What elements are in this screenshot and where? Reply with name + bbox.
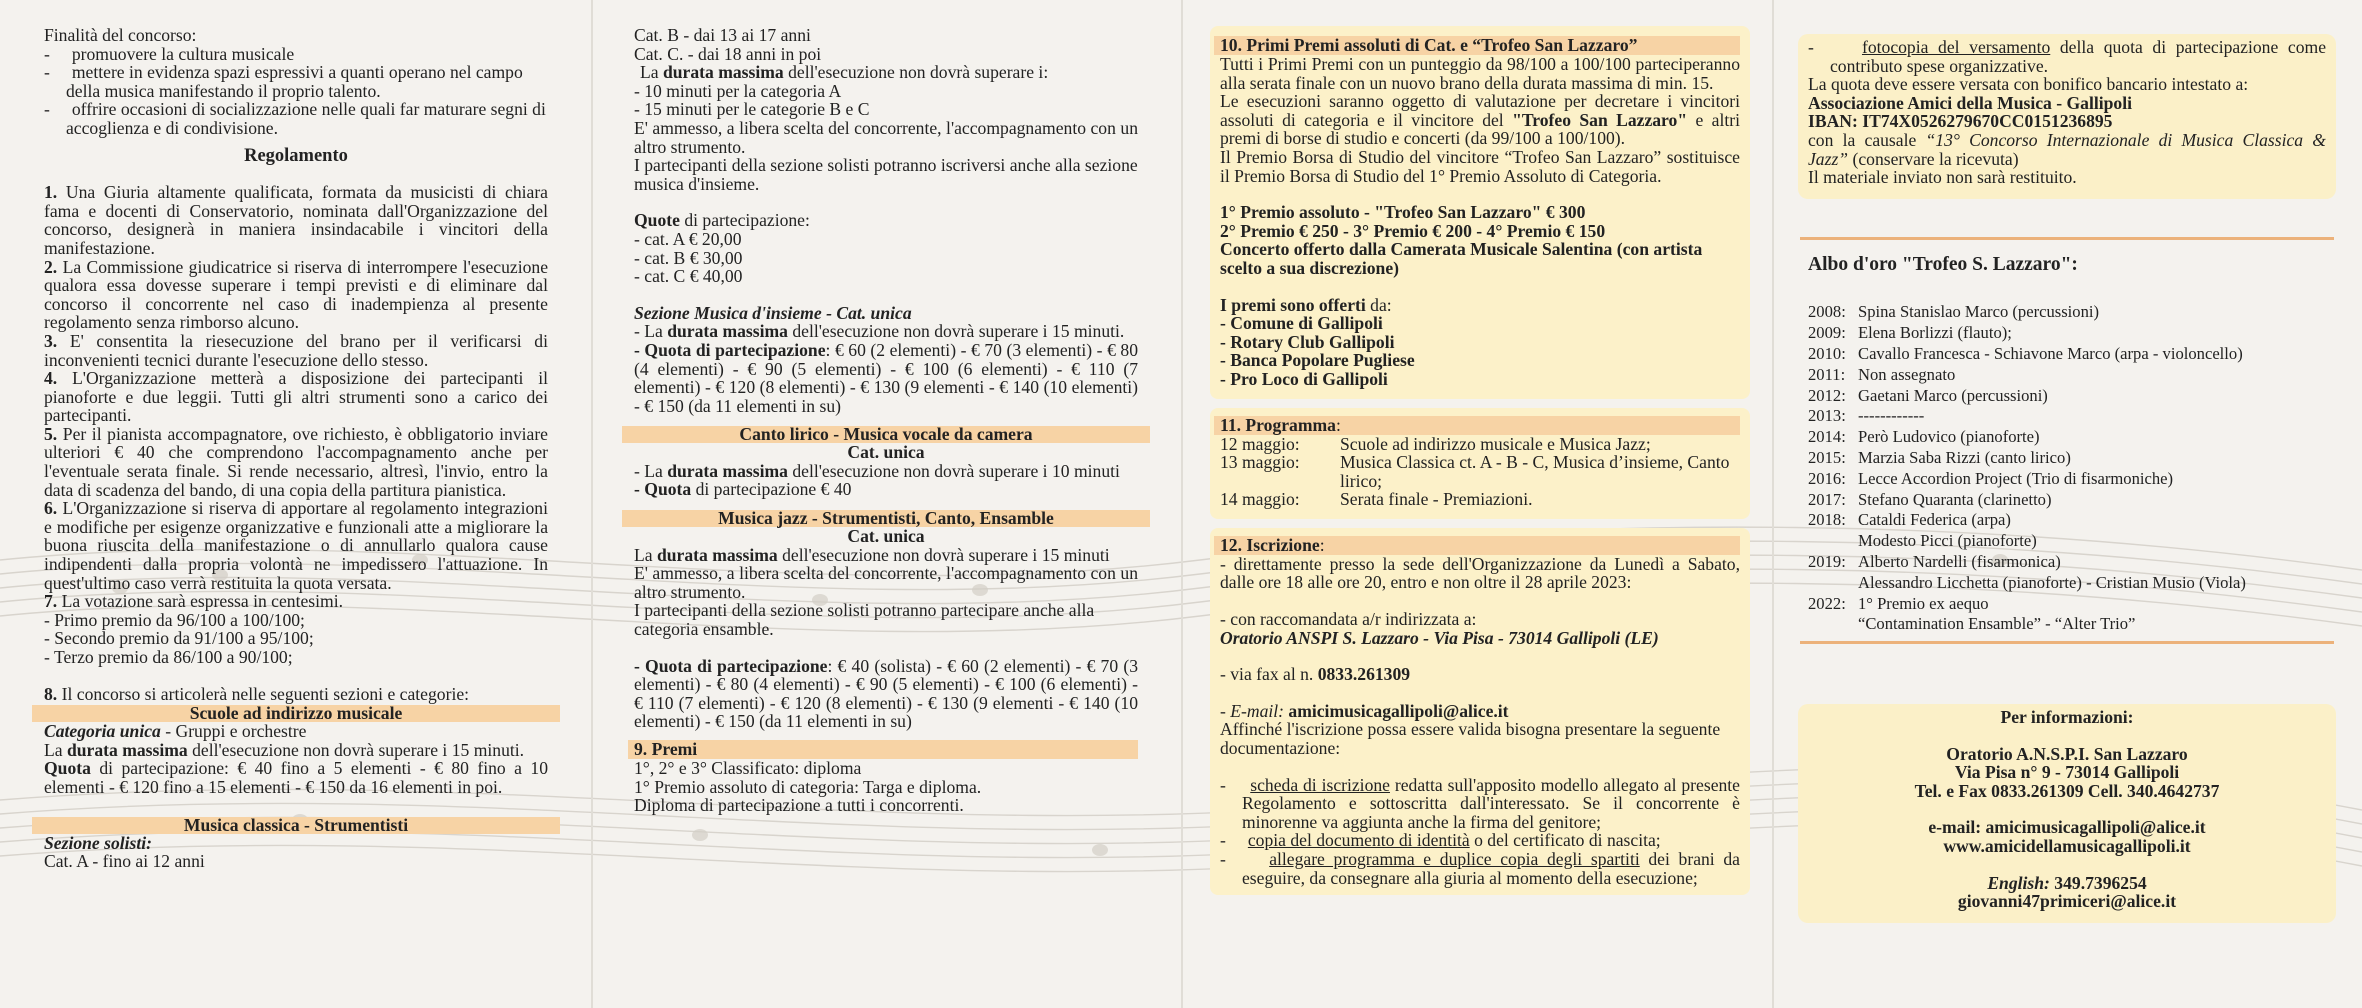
albo-list [1808, 302, 2326, 635]
programma-row: 14 maggio: Serata finale - Premiazioni. [1220, 489, 1533, 510]
albo-row [1808, 510, 2326, 531]
albo-row [1808, 448, 2326, 469]
albo-year: 2008: [1808, 302, 1846, 322]
beneficiary: Associazione Amici della Musica - Gallipoli [1808, 92, 2133, 113]
albo-winner: ------------ [1858, 406, 1925, 426]
iscrizione-address: Oratorio ANSPI S. Lazzaro - Via Pisa - 73014 Gallipoli (LE) [1220, 627, 1659, 648]
canto-durata: - La durata massima dell'esecuzione non dovrà superare i 10 minuti [634, 460, 1120, 481]
albo-winner: Elena Borlizzi (flauto); [1858, 323, 2012, 343]
iscrizione-docs-intro: Affinché l'iscrizione possa essere valida bisogna presentare la seguente documentazione: [1220, 719, 1721, 759]
rule-8: 8. Il concorso si articolerà nelle seguenti sezioni e categorie: [44, 683, 470, 704]
albo-year: 2013: [1808, 406, 1846, 426]
finalita-item: - promuovere la cultura musicale [44, 43, 295, 64]
programma-heading: 11. Programma: [1214, 416, 1740, 435]
albo-row [1808, 427, 2326, 448]
albo-row [1808, 614, 2326, 635]
sponsors-label: I premi sono offerti da: [1220, 294, 1392, 315]
materiale-note: Il materiale inviato non sarà restituito. [1808, 167, 2077, 188]
causale: con la causale “13° Concorso Internazionale di Musica Classica & Jazz” (conservare la ricevuta) [1808, 129, 2326, 169]
info-heading: Per informazioni: [2000, 707, 2134, 728]
trofeo-heading: 10. Primi Premi assoluti di Cat. e “Trofeo San Lazzaro” [1214, 36, 1740, 55]
versamento-box [1798, 34, 2336, 199]
cat-a: Cat. A - fino ai 12 anni [44, 851, 205, 872]
premi-box [1210, 26, 1750, 399]
albo-row [1808, 594, 2326, 615]
rule-1: 1. Una Giuria altamente qualificata, formata da musicisti di chiara fama e docenti di Conservatorio, nominata dall'Organizzazione del concorso, designerà in maniera insindacabile i vincitori della manifestazione. [44, 182, 548, 258]
jazz-durata: La durata massima dell'esecuzione non dovrà superare i 15 minuti [634, 544, 1110, 565]
regolamento-heading: Regolamento [244, 145, 348, 166]
premi-line: 1° Premio assoluto di categoria: Targa e diploma. [634, 776, 982, 797]
albo-winner: Marzia Saba Rizzi (canto lirico) [1858, 447, 2071, 467]
accompagnamento-note: E' ammesso, a libera scelta del concorrente, l'accompagnamento con un altro strumento. [634, 117, 1138, 157]
rule-2: 2. La Commissione giudicatrice si riserva di interrompere l'esecuzione qualora essa dovesse superare i tempi previsti e di eliminare dal concorso il concorrente nel caso di inadempienza al presente regolamento senza rimborso alcuno. [44, 256, 548, 333]
panel-albo-informazioni [1808, 34, 2326, 923]
cat-b: Cat. B - dai 13 ai 17 anni [634, 25, 811, 45]
albo-year: 2014: [1808, 427, 1846, 447]
albo-row [1808, 302, 2326, 323]
panel-regolamento [44, 26, 548, 871]
classica-durata: La durata massima dell'esecuzione non dovrà superare i: [640, 62, 1049, 83]
albo-winner: Non assegnato [1858, 364, 1956, 384]
quota-line: - cat. C € 40,00 [634, 266, 743, 287]
insieme-title: Sezione Musica d'insieme - Cat. unica [634, 302, 912, 323]
albo-winner: Modesto Picci (pianoforte) [1858, 531, 2037, 551]
albo-winner: Cavallo Francesca - Schiavone Marco (arpa - violoncello) [1858, 343, 2243, 363]
programma-row: 12 maggio: Scuole ad indirizzo musicale e Musica Jazz; [1220, 433, 1651, 454]
albo-year: 2012: [1808, 385, 1846, 405]
insieme-durata: - La durata massima dell'esecuzione non dovrà superare i 15 minuti. [634, 321, 1125, 342]
albo-year [1808, 531, 1858, 552]
albo-winner: 1° Premio ex aequo [1858, 593, 1989, 613]
solisti-insieme-note: I partecipanti della sezione solisti potranno iscriversi anche alla sezione musica d'insieme. [634, 155, 1138, 194]
info-website[interactable]: www.amicidellamusicagallipoli.it [1943, 836, 2191, 857]
solisti-label: Sezione solisti: [44, 832, 153, 853]
iscrizione-sede: - direttamente presso la sede dell'Organizzazione da Lunedì a Sabato, dalle ore 18 alle ore 20, entro e non oltre il 28 aprile 2023: [1220, 553, 1740, 593]
albo-year: 2018: [1808, 510, 1846, 530]
doc-item: - scheda di iscrizione redatta sull'apposito modello allegato al presente Regolamento e sottoscritta dall'interessato. Se il concorrente è minorenne va aggiunta anche la firma del genitore; [1220, 774, 1740, 832]
sponsor-item: - Rotary Club Gallipoli [1220, 331, 1395, 352]
sponsor-item: - Pro Loco di Gallipoli [1220, 368, 1388, 389]
trofeo-p2: Le esecuzioni saranno oggetto di valutazione per decretare i vincitori assoluti di categoria e il vincitore del "Trofeo San Lazzaro" e altri premi di borse di studio e concerti (da 99/100 a 100/100). [1220, 91, 1740, 149]
scuole-quota: Quota di partecipazione: € 40 fino a 5 elementi - € 80 fino a 10 elementi - € 120 fino a 15 elementi - € 150 da 16 elementi in poi. [44, 758, 548, 797]
premio-line: - Terzo premio da 86/100 a 90/100; [44, 647, 293, 667]
albo-winner: Spina Stanislao Marco (percussioni) [1858, 302, 2100, 322]
albo-row [1808, 469, 2326, 490]
fold-line-3 [1772, 0, 1774, 1008]
info-organization: Oratorio A.N.S.P.I. San Lazzaro [1946, 743, 2188, 764]
section-band-classica: Musica classica - Strumentisti [32, 817, 560, 834]
durata-cat-a: - 10 minuti per la categoria A [634, 80, 842, 101]
premi-line: Diploma di partecipazione a tutti i concorrenti. [634, 795, 964, 816]
finalita-title: Finalità del concorso: [44, 25, 197, 45]
albo-row [1808, 490, 2326, 511]
albo-year [1808, 614, 1858, 635]
fotocopia-item: - fotocopia del versamento della quota di partecipazione come contributo spese organizzative. [1808, 37, 2327, 76]
canto-cat-unica: Cat. unica [847, 442, 925, 463]
albo-winner: Alberto Nardelli (fisarmonica) [1858, 551, 2061, 571]
finalita-item: - offrire occasioni di socializzazione nelle quali far maturare segni di accoglienza e di condivisione. [44, 99, 546, 138]
albo-winner: Però Ludovico (pianoforte) [1858, 427, 2040, 447]
premio-line: - Secondo premio da 91/100 a 95/100; [44, 628, 314, 649]
albo-year: 2015: [1808, 447, 1846, 467]
prize-first: 1° Premio assoluto - "Trofeo San Lazzaro" € 300 [1220, 202, 1586, 223]
fold-line-2 [1181, 0, 1183, 1008]
jazz-cat-unica: Cat. unica [847, 526, 925, 547]
albo-winner: Lecce Accordion Project (Trio di fisarmoniche) [1858, 468, 2174, 488]
iban: IBAN: IT74X0526279670CC0151236895 [1808, 111, 2113, 132]
bonifico-note: La quota deve essere versata con bonifico bancario intestato a: [1808, 74, 2249, 95]
jazz-accompagnamento: E' ammesso, a libera scelta del concorrente, l'accompagnamento con un altro strumento. [634, 563, 1138, 602]
insieme-quota: - Quota di partecipazione: € 60 (2 elementi) - € 70 (3 elementi) - € 80 (4 elementi) - € 90 (5 elementi) - € 100 (6 elementi) - € 110 (7 elementi) - € 120 (8 elementi) - € 130 (9 elementi - € 140 (10 elementi) - € 150 (da 11 elementi in su) [634, 339, 1138, 416]
iscrizione-raccomandata: - con raccomandata a/r indirizzata a: [1220, 609, 1477, 630]
trofeo-p3: Il Premio Borsa di Studio del vincitore “Trofeo San Lazzaro” sostituisce il Premio Borsa di Studio del 1° Premio Assoluto di Categoria. [1220, 146, 1740, 186]
albo-winner: Alessandro Licchetta (pianoforte) - Cristian Musio (Viola) [1858, 572, 2246, 592]
iscrizione-box [1210, 528, 1750, 895]
cat-c: Cat. C. - dai 18 anni in poi [634, 43, 822, 64]
panel-sezioni [634, 26, 1138, 815]
rule-7: 7. La votazione sarà espressa in centesimi. [44, 591, 343, 612]
scuole-category: Categoria unica - Gruppi e orchestre [44, 721, 307, 742]
sponsor-item: - Banca Popolare Pugliese [1220, 350, 1415, 371]
doc-item: - copia del documento di identità o del certificato di nascita; [1220, 830, 1661, 851]
albo-year: 2017: [1808, 489, 1846, 509]
info-email[interactable]: e-mail: amicimusicagallipoli@alice.it [1928, 817, 2206, 838]
sponsor-item: - Comune di Gallipoli [1220, 313, 1383, 334]
section-band-canto: Canto lirico - Musica vocale da camera [622, 426, 1150, 443]
albo-year: 2009: [1808, 323, 1846, 343]
albo-row [1808, 344, 2326, 365]
fold-line-1 [591, 0, 593, 1008]
rule-5: 5. Per il pianista accompagnatore, ove richiesto, è obbligatorio inviare ulteriori € 40 che comprendono l'accompagnamento anche per l'eventuale serata finale. Si rende necessario, altresì, l'invio, entro la data di scadenza del bando, di una copia della partitura pianistica. [44, 423, 548, 500]
iscrizione-heading: 12. Iscrizione: [1214, 536, 1740, 555]
section-band-jazz: Musica jazz - Strumentisti, Canto, Ensamble [622, 510, 1150, 527]
albo-winner: Cataldi Federica (arpa) [1858, 510, 2011, 530]
quota-line: - cat. B € 30,00 [634, 247, 743, 268]
albo-year: 2022: [1808, 593, 1846, 613]
albo-year: 2016: [1808, 468, 1846, 488]
info-english-email[interactable]: giovanni47primiceri@alice.it [1957, 891, 2177, 912]
albo-row [1808, 552, 2326, 573]
programma-box [1210, 408, 1750, 519]
albo-winner: “Contamination Ensamble” - “Alter Trio” [1858, 614, 2136, 634]
iscrizione-email[interactable]: - E-mail: amicimusicagallipoli@alice.it [1220, 700, 1509, 721]
prize-others: 2° Premio € 250 - 3° Premio € 200 - 4° Premio € 150 [1220, 220, 1606, 241]
scuole-durata: La durata massima dell'esecuzione non dovrà superare i 15 minuti. [44, 739, 525, 760]
rule-6: 6. L'Organizzazione si riserva di apportare al regolamento integrazioni e modifiche per esigenze organizzative e funzionali atte a migliorare la buona riuscita della manifestazione o di annullarlo qualora cause indipendenti dalla propria volontà ne impedissero l'attuazione. In quest'ultimo caso verrà restituita la quota versata. [44, 498, 548, 593]
premio-line: - Primo premio da 96/100 a 100/100; [44, 609, 305, 630]
iscrizione-fax: - via fax al n. 0833.261309 [1220, 664, 1411, 685]
quote-label: Quote di partecipazione: [634, 210, 810, 231]
albo-year [1808, 573, 1858, 594]
premi-line: 1°, 2° e 3° Classificato: diploma [634, 758, 862, 778]
jazz-solisti-note: I partecipanti della sezione solisti potranno partecipare anche alla categoria ensamble. [634, 600, 1095, 640]
albo-year: 2011: [1808, 364, 1846, 384]
info-address: Via Pisa n° 9 - 73014 Gallipoli [1954, 762, 2180, 783]
canto-quota: - Quota di partecipazione € 40 [634, 479, 852, 500]
albo-row [1808, 386, 2326, 407]
info-english: English: 349.7396254 [1987, 872, 2147, 893]
rule-4: 4. L'Organizzazione metterà a disposizione dei partecipanti il pianoforte e due leggii. Tutti gli altri strumenti sono a carico dei partecipanti. [44, 368, 548, 426]
albo-row [1808, 573, 2326, 594]
prize-concerto: Concerto offerto dalla Camerata Musicale Salentina (con artista scelto a sua discrezione) [1220, 239, 1703, 278]
contatti-box [1798, 704, 2336, 923]
albo-row [1808, 323, 2326, 344]
jazz-quota: - Quota di partecipazione: € 40 (solista) - € 60 (2 elementi) - € 70 (3 elementi) - € 80 (4 elementi) - € 90 (5 elementi) - € 100 (6 elementi) - € 110 (7 elementi) - € 120 (8 elementi) - € 130 (9 elementi - € 140 (10 elementi) - € 150 (da 11 elementi in su) [634, 655, 1139, 732]
section-band-scuole: Scuole ad indirizzo musicale [32, 705, 560, 722]
albo-row [1808, 406, 2326, 427]
premi-heading: 9. Premi [628, 740, 1138, 759]
panel-premi-iscrizione [1220, 26, 1740, 895]
albo-heading: Albo d'oro "Trofeo S. Lazzaro": [1808, 253, 2078, 275]
quota-line: - cat. A € 20,00 [634, 228, 742, 249]
albo-year: 2010: [1808, 343, 1846, 363]
info-telephone: Tel. e Fax 0833.261309 Cell. 340.4642737 [1914, 780, 2220, 801]
albo-year: 2019: [1808, 551, 1846, 571]
rule-3: 3. E' consentita la riesecuzione del brano per il verificarsi di inconvenienti tecnici durante l'esecuzione dello stesso. [44, 330, 548, 370]
trofeo-p1: Tutti i Primi Premi con un punteggio da 98/100 a 100/100 parteciperanno alla serata finale con un nuovo brano della durata massima di min. 15. [1220, 54, 1740, 93]
albo-winner: Gaetani Marco (percussioni) [1858, 385, 2048, 405]
albo-row [1808, 365, 2326, 386]
programma-row: 13 maggio: Musica Classica ct. A - B - C, Musica d’insieme, Canto lirico; [1220, 452, 1730, 491]
durata-cat-bc: - 15 minuti per le categorie B e C [634, 99, 870, 120]
doc-item: - allegare programma e duplice copia degli spartiti dei brani da eseguire, da consegnare alla giuria al momento della esecuzione; [1220, 849, 1740, 888]
albo-row [1808, 531, 2326, 552]
albo-winner: Stefano Quaranta (clarinetto) [1858, 489, 2052, 509]
finalita-item: - mettere in evidenza spazi espressivi a quanti operano nel campo della musica manifestando il proprio talento. [44, 62, 523, 101]
